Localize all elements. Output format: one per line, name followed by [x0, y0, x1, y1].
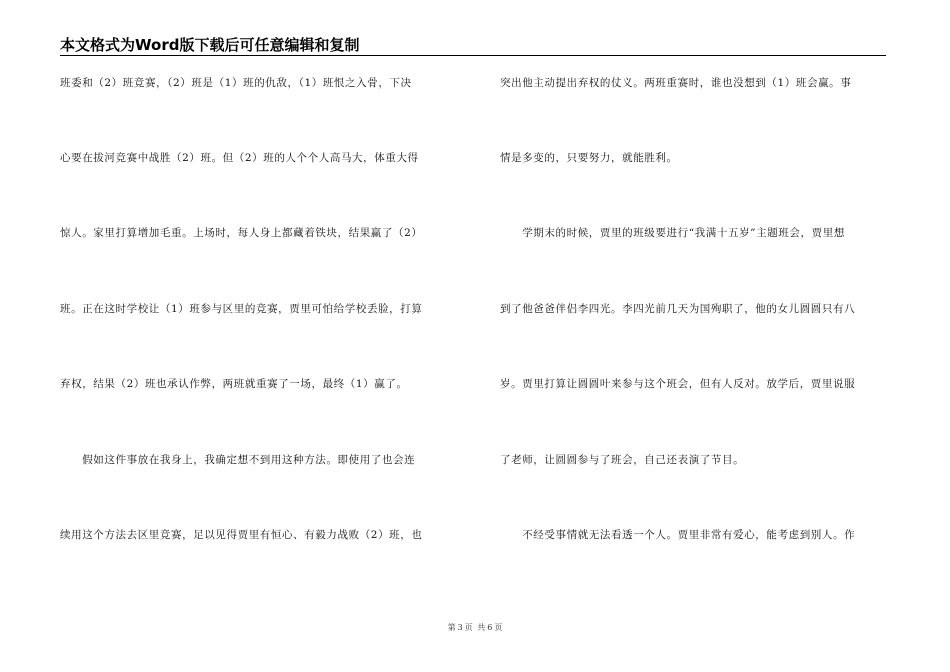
- text-line: 班。正在这时学校让（1）班参与区里的竞赛，贾里可怕给学校丢脸，打算: [60, 303, 423, 315]
- footer-label-gong: 共: [477, 623, 486, 632]
- document-title: 本文格式为Word版下载后可任意编辑和复制: [60, 36, 360, 54]
- text-line: 班委和（2）班竞赛，（2）班是（1）班的仇敌，（1）班恨之入骨，下决: [60, 77, 412, 89]
- footer-label-di: 第: [447, 623, 456, 632]
- footer-label-ye: 页: [464, 623, 473, 632]
- text-line: 续用这个方法去区里竞赛，足以见得贾里有恒心、有毅力战败（2）班，也: [60, 529, 423, 541]
- text-line: 了老师，让圆圆参与了班会，自己还表演了节目。: [500, 454, 745, 466]
- text-line: 突出他主动提出弃权的仗义。两班重赛时，谁也没想到（1）班会赢。事: [500, 77, 852, 89]
- text-line: 岁。贾里打算让圆圆叶来参与这个班会，但有人反对。放学后，贾里说服: [500, 378, 856, 390]
- text-line: 学期末的时候，贾里的班级要进行“我满十五岁”主题班会，贾里想: [500, 227, 845, 239]
- total-page-number: 6: [487, 623, 493, 632]
- footer-label-ye-2: 页: [494, 623, 503, 632]
- page-footer: [0, 623, 950, 633]
- text-line: 弃权，结果（2）班也承认作弊，两班就重赛了一场，最终（1）赢了。: [60, 378, 408, 390]
- current-page-number: 3: [457, 623, 463, 632]
- text-line: 不经受事情就无法看透一个人。贾里非常有爱心，能考虑到别人。作: [500, 529, 856, 541]
- text-line: 到了他爸爸伴侣李四光。李四光前几天为国殉职了，他的女儿圆圆只有八: [500, 303, 856, 315]
- text-line: 情是多变的，只要努力，就能胜利。: [500, 152, 678, 164]
- header-divider: [60, 55, 886, 56]
- text-line: 假如这件事放在我身上，我确定想不到用这种方法。即使用了也会连: [60, 454, 416, 466]
- text-line: 心要在拔河竞赛中战胜（2）班。但（2）班的人个个人高马大，体重大得: [60, 152, 419, 164]
- text-line: 惊人。家里打算增加毛重。上场时，每人身上都藏着铁块，结果赢了（2）: [60, 227, 423, 239]
